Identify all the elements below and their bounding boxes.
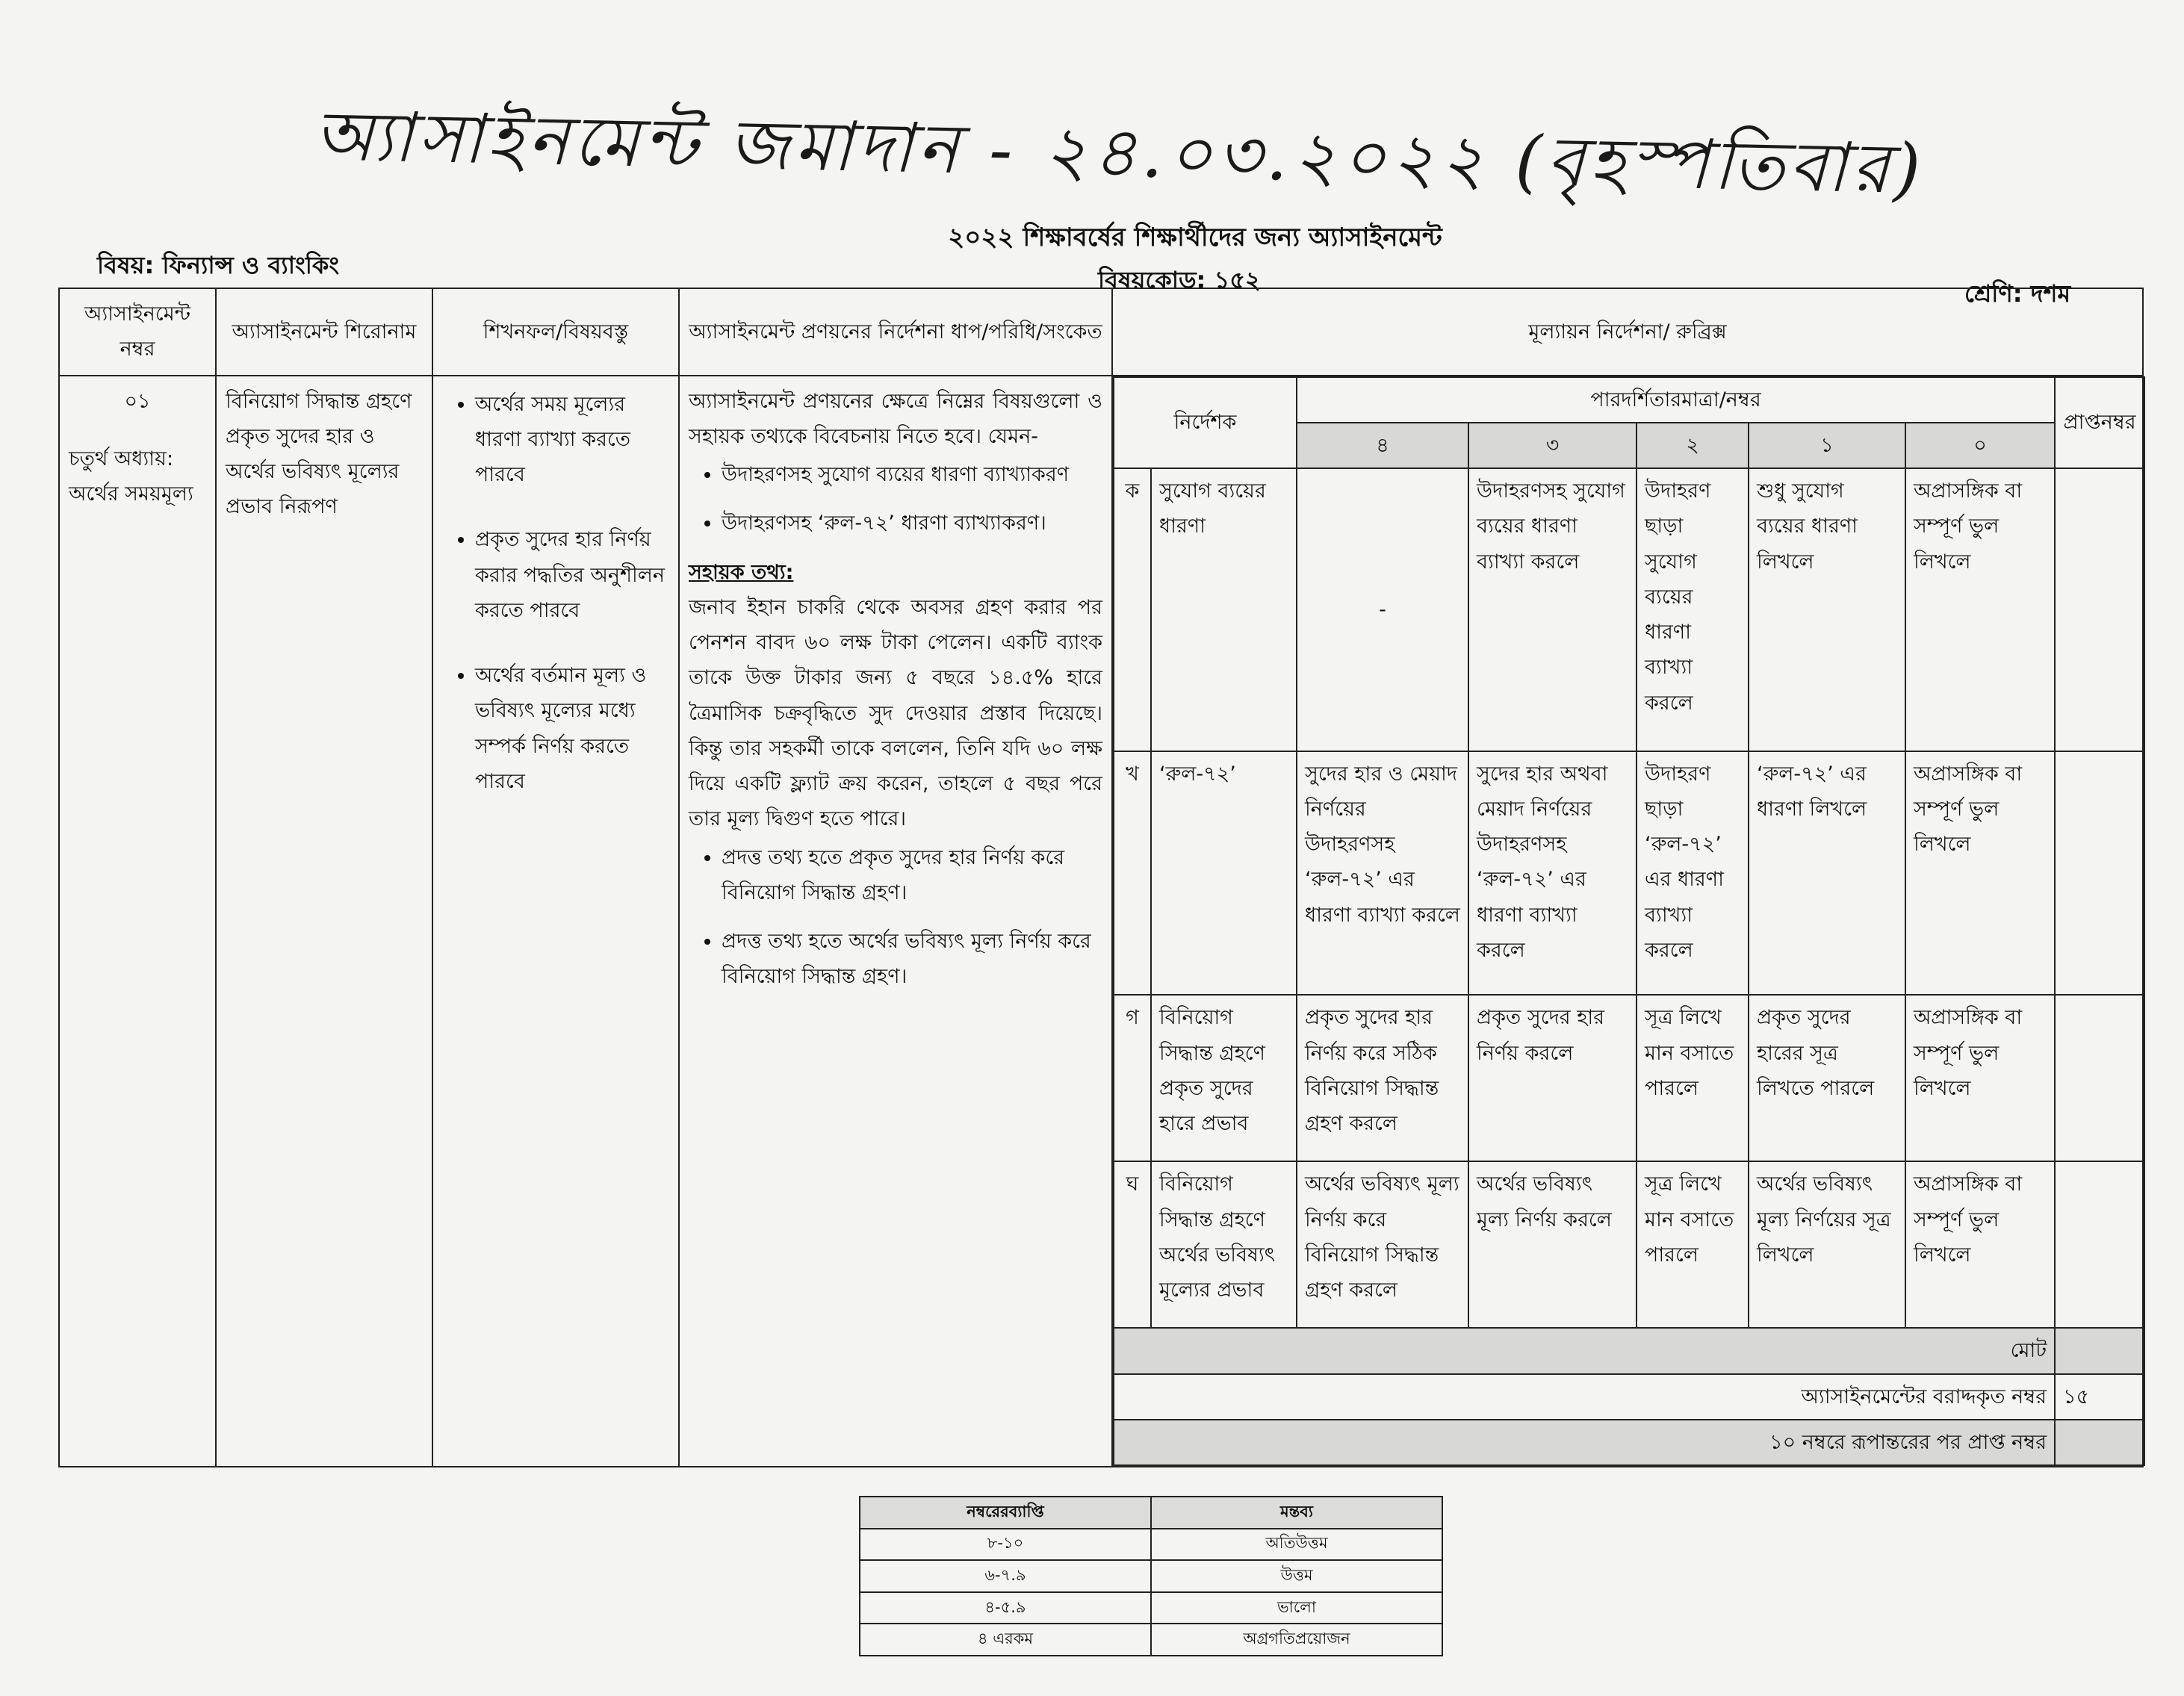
outcome-item: • অর্থের সময় মূল্যের ধারণা ব্যাখ্যা করতে পারবে: [475, 387, 669, 493]
converted-marks-label: ১০ নম্বরে রূপান্তরের পর প্রাপ্ত নম্বর: [1114, 1420, 2055, 1465]
legend-range: ৮-১০: [860, 1529, 1151, 1561]
col-header-evaluation: মূল্যায়ন নির্দেশনা/ রুব্রিক্স: [1112, 288, 2143, 376]
rubric-level-4: অর্থের ভবিষ্যৎ মূল্য নির্ণয় করে বিনিয়োগ সিদ্ধান্ত গ্রহণ করলে: [1297, 1161, 1468, 1328]
col-header-learning-outcome: শিখনফল/বিষয়বস্তু: [432, 288, 679, 376]
col-header-assignment-no: অ্যাসাইনমেন্ট নম্বর: [59, 288, 216, 376]
total-label: মোট: [1114, 1328, 2055, 1373]
rubric-obtained-cell: [2055, 995, 2144, 1161]
allotted-marks-label: অ্যাসাইনমেন্টের বরাদ্দকৃত নম্বর: [1114, 1374, 2055, 1420]
rubric-row-ga: [1114, 995, 2144, 1161]
rubric-row-gha: [1114, 1161, 2144, 1328]
grade-legend-table: [859, 1496, 1443, 1656]
allotted-marks-value: ১৫: [2055, 1374, 2144, 1420]
rubric-level-4: প্রকৃত সুদের হার নির্ণয় করে সঠিক বিনিয়োগ সিদ্ধান্ত গ্রহণ করলে: [1297, 995, 1468, 1161]
legend-row: [860, 1592, 1442, 1624]
rubric-row-kha: [1114, 751, 2144, 995]
rubric-indicator: বিনিয়োগ সিদ্ধান্ত গ্রহণে প্রকৃত সুদের হারে প্রভাব: [1151, 995, 1297, 1161]
level-0-header: ০: [1905, 423, 2055, 468]
col-header-assignment-title: অ্যাসাইনমেন্ট শিরোনাম: [216, 288, 432, 376]
rubric-level-2: উদাহরণ ছাড়া সুযোগ ব্যয়ের ধারণা ব্যাখ্যা করলে: [1637, 468, 1749, 751]
rubric-level-2: উদাহরণ ছাড়া ‘রুল-৭২’ এর ধারণা ব্যাখ্যা করলে: [1637, 751, 1749, 995]
subject-label: বিষয়: ফিন্যান্স ও ব্যাংকিং: [97, 251, 340, 279]
legend-range: ৬-৭.৯: [860, 1560, 1151, 1592]
rubric-obtained-cell: [2055, 1161, 2144, 1328]
rubric-level-3: সুদের হার অথবা মেয়াদ নির্ণয়ের উদাহরণসহ ‘রুল-৭২’ এর ধারণা ব্যাখ্যা করলে: [1468, 751, 1637, 995]
rubric-obtained-cell: [2055, 751, 2144, 995]
helper-heading: সহায়ক তথ্য:: [689, 560, 794, 584]
page-title: ২০২২ শিক্ষাবর্ষের শিক্ষার্থীদের জন্য অ্যাসাইনমেন্ট: [948, 223, 1442, 252]
legend-header-range: নম্বরেরব্যাপ্তি: [860, 1497, 1151, 1529]
assignment-table: [58, 288, 2144, 1467]
rubric-level-1: প্রকৃত সুদের হারের সূত্র লিখতে পারলে: [1749, 995, 1905, 1161]
rubric-indicator-header: নির্দেশক: [1114, 377, 1297, 469]
outcome-item: • প্রকৃত সুদের হার নির্ণয় করার পদ্ধতির অনুশীলন করতে পারবে: [475, 522, 669, 628]
chapter-name: চতুর্থ অধ্যায়: অর্থের সময়মূল্য: [69, 447, 193, 506]
rubric-indicator: সুযোগ ব্যয়ের ধারণা: [1151, 468, 1297, 751]
level-2-header: ২: [1637, 423, 1749, 468]
instructions-list: [689, 457, 1102, 541]
assignment-number: ০১: [124, 389, 151, 413]
rubric-row-key: ক: [1114, 468, 1151, 751]
helper-item: • প্রদত্ত তথ্য হতে প্রকৃত সুদের হার নির্ণয় করে বিনিয়োগ সিদ্ধান্ত গ্রহণ।: [722, 840, 1102, 911]
rubric-level-3: উদাহরণসহ সুযোগ ব্যয়ের ধারণা ব্যাখ্যা করলে: [1468, 468, 1637, 751]
rubric-level-0: অপ্রাসঙ্গিক বা সম্পূর্ণ ভুল লিখলে: [1905, 468, 2055, 751]
helper-text: জনাব ইহান চাকরি থেকে অবসর গ্রহণ করার পর পেনশন বাবদ ৬০ লক্ষ টাকা পেলেন। একটি ব্যাংক তাকে উক্ত টাকার জন্য ৫ বছরে ১৪.৫% হারে ত্রৈমাসিক চক্রবৃদ্ধিতে সুদ দেওয়ার প্রস্তাব দিয়েছে। কিন্তু তার সহকর্মী তাকে বললেন, তিনি যদি ৬০ লক্ষ দিয়ে একটি ফ্ল্যাট ক্রয় করেন, তাহলে ৫ বছর পরে তার মূল্য দ্বিগুণ হতে পারে।: [689, 595, 1102, 831]
rubric-row-ka: [1114, 468, 2144, 751]
outcome-list: [442, 387, 669, 800]
assignment-title: বিনিয়োগ সিদ্ধান্ত গ্রহণে প্রকৃত সুদের হার ও অর্থের ভবিষ্যৎ মূল্যের প্রভাব নিরূপণ: [226, 389, 412, 519]
legend-remark: অতিউত্তম: [1151, 1529, 1442, 1561]
rubric-level-header: পারদর্শিতারমাত্রা/নম্বর: [1297, 377, 2055, 423]
helper-list: [689, 840, 1102, 995]
outcome-item: • অর্থের বর্তমান মূল্য ও ভবিষ্যৎ মূল্যের মধ্যে সম্পর্ক নির্ণয় করতে পারবে: [475, 658, 669, 799]
learning-outcome-cell: [432, 376, 679, 1467]
rubric-row-key: ঘ: [1114, 1161, 1151, 1328]
rubric-indicator: ‘রুল-৭২’: [1151, 751, 1297, 995]
rubric-level-2: সূত্র লিখে মান বসাতে পারলে: [1637, 995, 1749, 1161]
total-value-cell: [2055, 1328, 2144, 1373]
rubric-cell: [1112, 376, 2143, 1467]
level-1-header: ১: [1749, 423, 1905, 468]
rubric-level-1: ‘রুল-৭২’ এর ধারণা লিখলে: [1749, 751, 1905, 995]
rubric-level-0: অপ্রাসঙ্গিক বা সম্পূর্ণ ভুল লিখলে: [1905, 1161, 2055, 1328]
level-3-header: ৩: [1468, 423, 1637, 468]
converted-marks-value-cell: [2055, 1420, 2144, 1465]
instruction-item: • উদাহরণসহ সুযোগ ব্যয়ের ধারণা ব্যাখ্যাকরণ: [722, 457, 1102, 492]
rubric-level-3: প্রকৃত সুদের হার নির্ণয় করলে: [1468, 995, 1637, 1161]
rubric-level-1: অর্থের ভবিষ্যৎ মূল্য নির্ণয়ের সূত্র লিখলে: [1749, 1161, 1905, 1328]
rubric-row-key: গ: [1114, 995, 1151, 1161]
legend-remark: উত্তম: [1151, 1560, 1442, 1592]
helper-item: • প্রদত্ত তথ্য হতে অর্থের ভবিষ্যৎ মূল্য নির্ণয় করে বিনিয়োগ সিদ্ধান্ত গ্রহণ।: [722, 924, 1102, 995]
legend-remark: অগ্রগতিপ্রয়োজন: [1151, 1624, 1442, 1656]
instruction-item: • উদাহরণসহ ‘রুল-৭২’ ধারণা ব্যাখ্যাকরণ।: [722, 506, 1102, 541]
legend-remark: ভালো: [1151, 1592, 1442, 1624]
instructions-intro: অ্যাসাইনমেন্ট প্রণয়নের ক্ষেত্রে নিম্নের বিষয়গুলো ও সহায়ক তথ্যকে বিবেচনায় নিতে হবে। যেমন-: [689, 389, 1102, 448]
rubric-level-3: অর্থের ভবিষ্যৎ মূল্য নির্ণয় করলে: [1468, 1161, 1637, 1328]
legend-header-remark: মন্তব্য: [1151, 1497, 1442, 1529]
rubric-row-key: খ: [1114, 751, 1151, 995]
level-4-header: ৪: [1297, 423, 1468, 468]
legend-range: ৪-৫.৯: [860, 1592, 1151, 1624]
rubric-indicator: বিনিয়োগ সিদ্ধান্ত গ্রহণে অর্থের ভবিষ্যৎ মূল্যের প্রভাব: [1151, 1161, 1297, 1328]
rubric-level-0: অপ্রাসঙ্গিক বা সম্পূর্ণ ভুল লিখলে: [1905, 751, 2055, 995]
rubric-level-4: -: [1297, 468, 1468, 751]
rubric-level-0: অপ্রাসঙ্গিক বা সম্পূর্ণ ভুল লিখলে: [1905, 995, 2055, 1161]
class-label: শ্রেণি: দশম: [1964, 279, 2071, 308]
assignment-title-cell: [216, 376, 432, 1467]
instructions-cell: [679, 376, 1112, 1467]
subject-code: বিষয়কোড: ১৫২: [1098, 266, 1261, 294]
rubric-level-2: সূত্র লিখে মান বসাতে পারলে: [1637, 1161, 1749, 1328]
rubric-obtained-header: প্রাপ্তনম্বর: [2055, 377, 2144, 469]
rubric-table: [1113, 376, 2145, 1467]
rubric-level-1: শুধু সুযোগ ব্যয়ের ধারণা লিখলে: [1749, 468, 1905, 751]
assignment-number-cell: [59, 376, 216, 1467]
legend-row: [860, 1529, 1442, 1561]
col-header-instructions: অ্যাসাইনমেন্ট প্রণয়নের নির্দেশনা ধাপ/পরিধি/সংকেত: [679, 288, 1112, 376]
handwritten-submission-note: অ্যাসাইনমেন্ট জমাদান - ২৪.০৩.২০২২ (বৃহস্পতিবার): [313, 96, 1926, 210]
legend-row: [860, 1560, 1442, 1592]
legend-range: ৪ এরকম: [860, 1624, 1151, 1656]
rubric-level-4: সুদের হার ও মেয়াদ নির্ণয়ের উদাহরণসহ ‘রুল-৭২’ এর ধারণা ব্যাখ্যা করলে: [1297, 751, 1468, 995]
rubric-obtained-cell: [2055, 468, 2144, 751]
legend-row: [860, 1624, 1442, 1656]
